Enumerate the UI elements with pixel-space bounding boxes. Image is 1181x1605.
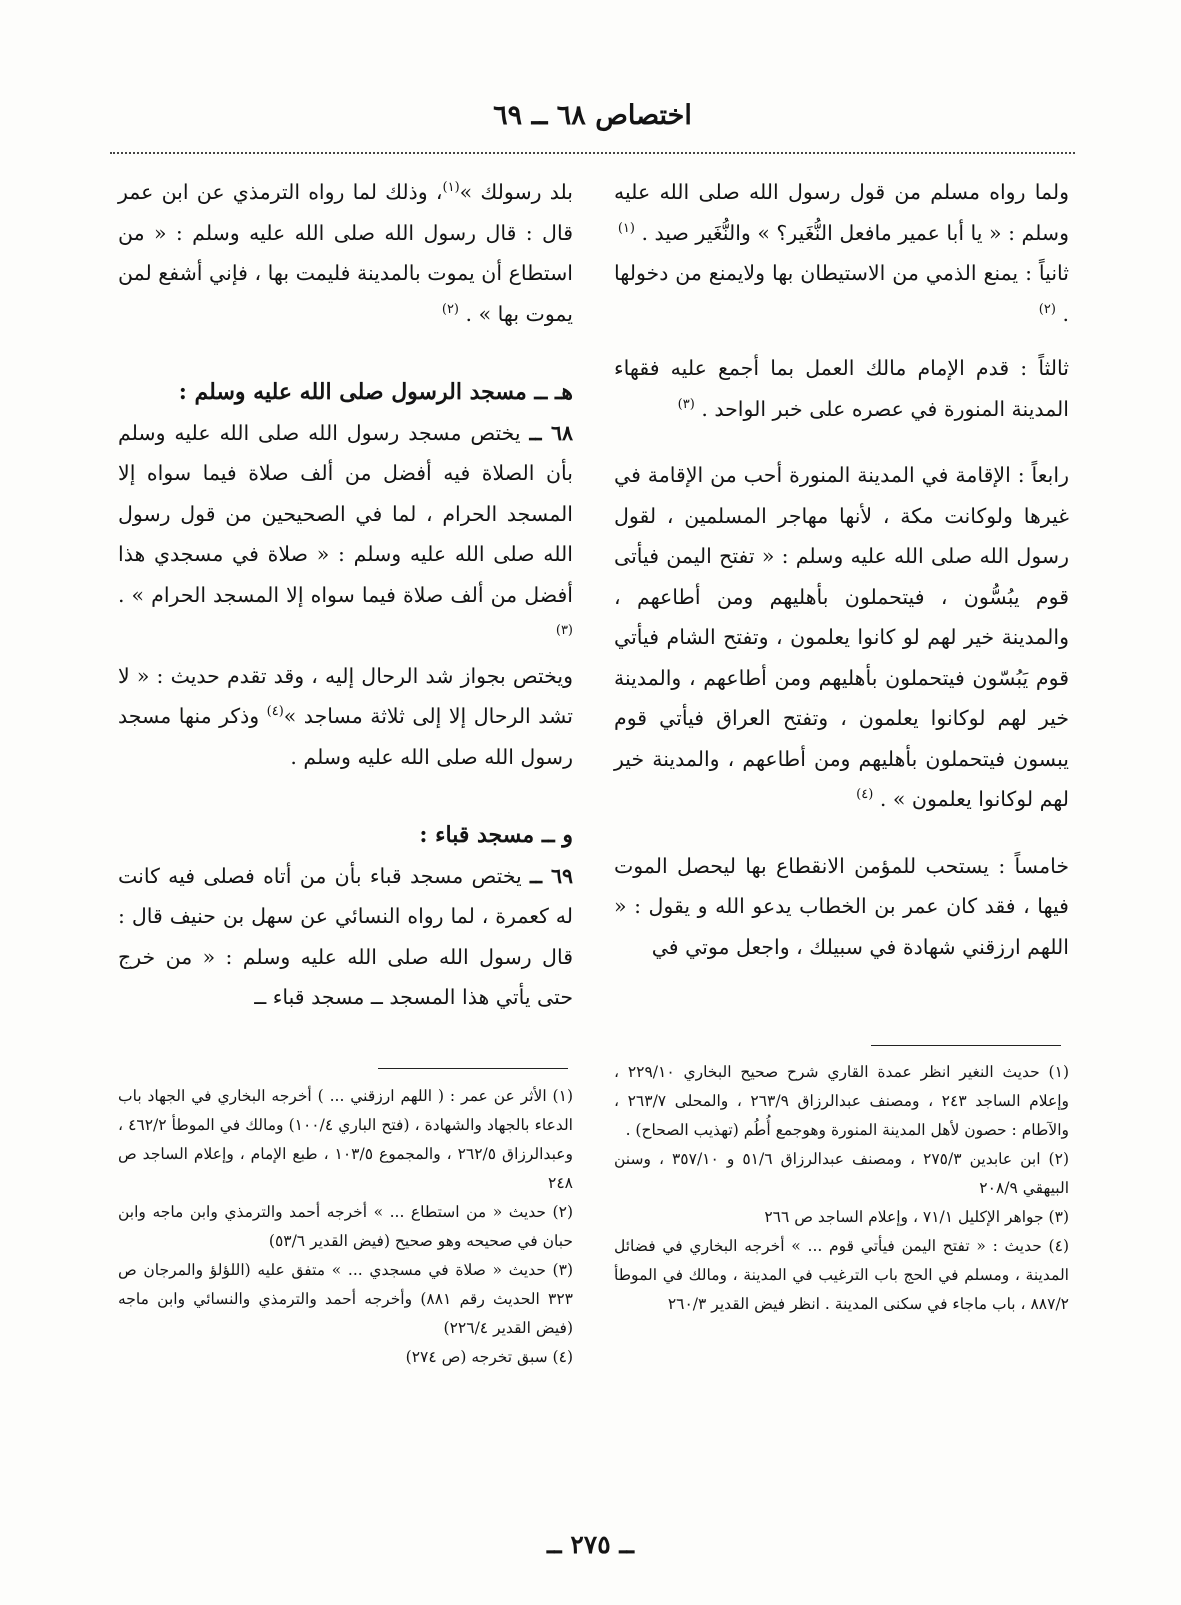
left-paragraph-1: بلد رسولك »$^{(١)}$، وذلك لما رواه الترمذي عن ابن عمر قال : قال رسول الله صلى الله عليه وسلم : « من استطاع أن يموت بالمدينة فليمت بها ، فإني أشفع لمن يموت بها » . $^{(٢)}$ [118,180,573,326]
header-divider [110,152,1075,154]
footnote-ref: (١) [617,220,635,236]
footnotes-right [614,1058,1069,1319]
footnote-ref: (٢) [1038,301,1056,317]
right-paragraph-4: رابعاً : الإقامة في المدينة المنورة أحب من الإقامة في غيرها ولوكانت مكة ، لأنها مهاجر المسلمين ، لقول رسول الله صلى الله عليه وسلم : « تفتح اليمن فيأتى قوم يبُسُّون ، فيتحملون بأهليهم ومن أطاعهم ، والمدينة خير لهم لو كانوا يعلمون ، وتفتح الشام فيأتي قوم يَبُسّون فيتحملون بأهليهم ومن أطاعهم ، والمدينة خير لهم لوكانوا يعلمون ، وتفتح العراق فيأتي قوم يبسون فيتحملون بأهليهم ومن أطاعهم ، والمدينة خير لهم لوكانوا يعلمون » . $^{(٤)}$ [614,463,1069,811]
footnote: (٤) سبق تخرجه (ص ٢٧٤) [405,1348,573,1366]
footnote-ref: (٤) [266,704,284,720]
left-column [118,172,573,1018]
footnote-ref: (٣) [677,396,695,412]
footnote: (٢) ابن عابدين ٢٧٥/٣ ، ومصنف عبدالرزاق ٥١/٦ و ٣٥٧/١٠ ، وسنن البيهقي ٢٠٨/٩ [614,1150,1069,1197]
footnote-divider-left [378,1068,568,1069]
running-head: اختصاص ٦٨ ــ ٦٩ [493,100,692,131]
footnote-ref: (٢) [441,301,459,317]
right-paragraph-2: ثانياً : يمنع الذمي من الاستيطان بها ولايمنع من دخولها . $^{(٢)}$ [614,261,1069,326]
footnote: (٤) حديث : « تفتح اليمن فيأتي قوم ... » أخرجه البخاري في فضائل المدينة ، ومسلم في الحج باب الترغيب في المدينة ، ومالك في الموطأ ٨٨٧/٢ ، باب ماجاء في سكنى المدينة . انظر فيض القدير ٢٦٠/٣ [614,1237,1069,1313]
page-number: ــ ٢٧٥ ــ [546,1530,634,1559]
right-paragraph-5: خامساً : يستحب للمؤمن الانقطاع بها ليحصل الموت فيها ، فقد كان عمر بن الخطاب يدعو الله و يقول : « اللهم ارزقني شهادة في سبيلك ، واجعل موتي في [614,853,1069,959]
paragraph-number: ٦٩ ــ [530,863,573,888]
footnotes-left [118,1082,573,1372]
footnote: (١) الأثر عن عمر : ( اللهم ارزقني ... ) أخرجه البخاري في الجهاد باب الدعاء بالجهاد والشهادة ، (فتح الباري ١٠٠/٤) ومالك في الموطأ ٤٦٢/٢ ، وعبدالرزاق ٢٦٢/٥ ، والمجموع ١٠٣/٥ ، طبع الإمام ، وإعلام الساجد ص ٢٤٨ [118,1087,573,1192]
footnote-ref: (١) [442,180,460,196]
footnote-ref: (٤) [856,787,874,803]
paragraph-number: ٦٨ ــ [529,420,573,445]
footnote: (١) حديث النغير انظر عمدة القاري شرح صحيح البخاري ٢٢٩/١٠ ، وإعلام الساجد ٢٤٣ ، ومصنف عبدالرزاق ٢٦٣/٩ ، والمحلى ٢٦٣/٧ ، والآطام : حصون لأهل المدينة المنورة وهوجمع أُطُم (تهذيب الصحاح) . [614,1063,1069,1139]
left-paragraph-2: ٦٨ ــ يختص مسجد رسول الله صلى الله عليه وسلم بأن الصلاة فيه أفضل من ألف صلاة فيما سواه إلا المسجد الحرام ، لما في الصحيحين من قول رسول الله صلى الله عليه وسلم : « صلاة في مسجدي هذا أفضل من ألف صلاة فيما سواه إلا المسجد الحرام » . $^{(٣)}$ [118,420,573,639]
footnote: (٢) حديث « من استطاع ... » أخرجه أحمد والترمذي وابن ماجه وابن حبان في صحيحه وهو صحيح (فيض القدير ٥٣/٦) [118,1203,573,1250]
footnote-ref: (٣) [555,623,573,639]
right-paragraph-1: ولما رواه مسلم من قول رسول الله صلى الله عليه وسلم : « يا أبا عمير مافعل النُّغَير؟ » والنُّغَير صيد . $^{(١)}$ [614,180,1069,245]
section-heading-prophet-mosque: هـ ــ مسجد الرسول صلى الله عليه وسلم : [178,379,573,405]
right-paragraph-3: ثالثاً : قدم الإمام مالك العمل بما أجمع عليه فقهاء المدينة المنورة في عصره على خبر الواحد . $^{(٣)}$ [614,356,1069,421]
left-paragraph-3: ويختص بجواز شد الرحال إليه ، وقد تقدم حديث : « لا تشد الرحال إلا إلى ثلاثة مساجد »$^{(٤)}$ وذكر منها مسجد رسول الله صلى الله عليه وسلم . [118,663,573,769]
footnote-divider-right [871,1045,1061,1046]
section-heading-quba-mosque: و ــ مسجد قباء : [419,822,573,848]
footnote: (٣) جواهر الإكليل ٧١/١ ، وإعلام الساجد ص ٢٦٦ [764,1208,1069,1226]
right-column [614,172,1069,967]
footnote: (٣) حديث « صلاة في مسجدي ... » متفق عليه (اللؤلؤ والمرجان ص ٣٢٣ الحديث رقم ٨٨١) وأخرجه أحمد والترمذي والنسائي وابن ماجه (فيض القدير ٢٢٦/٤) [118,1261,573,1337]
left-paragraph-4: ٦٩ ــ يختص مسجد قباء بأن من أتاه فصلى فيه كانت له كعمرة ، لما رواه النسائي عن سهل بن حنيف قال : قال رسول الله صلى الله عليه وسلم : « من خرج حتى يأتي هذا المسجد ــ مسجد قباء ــ [118,863,573,1009]
